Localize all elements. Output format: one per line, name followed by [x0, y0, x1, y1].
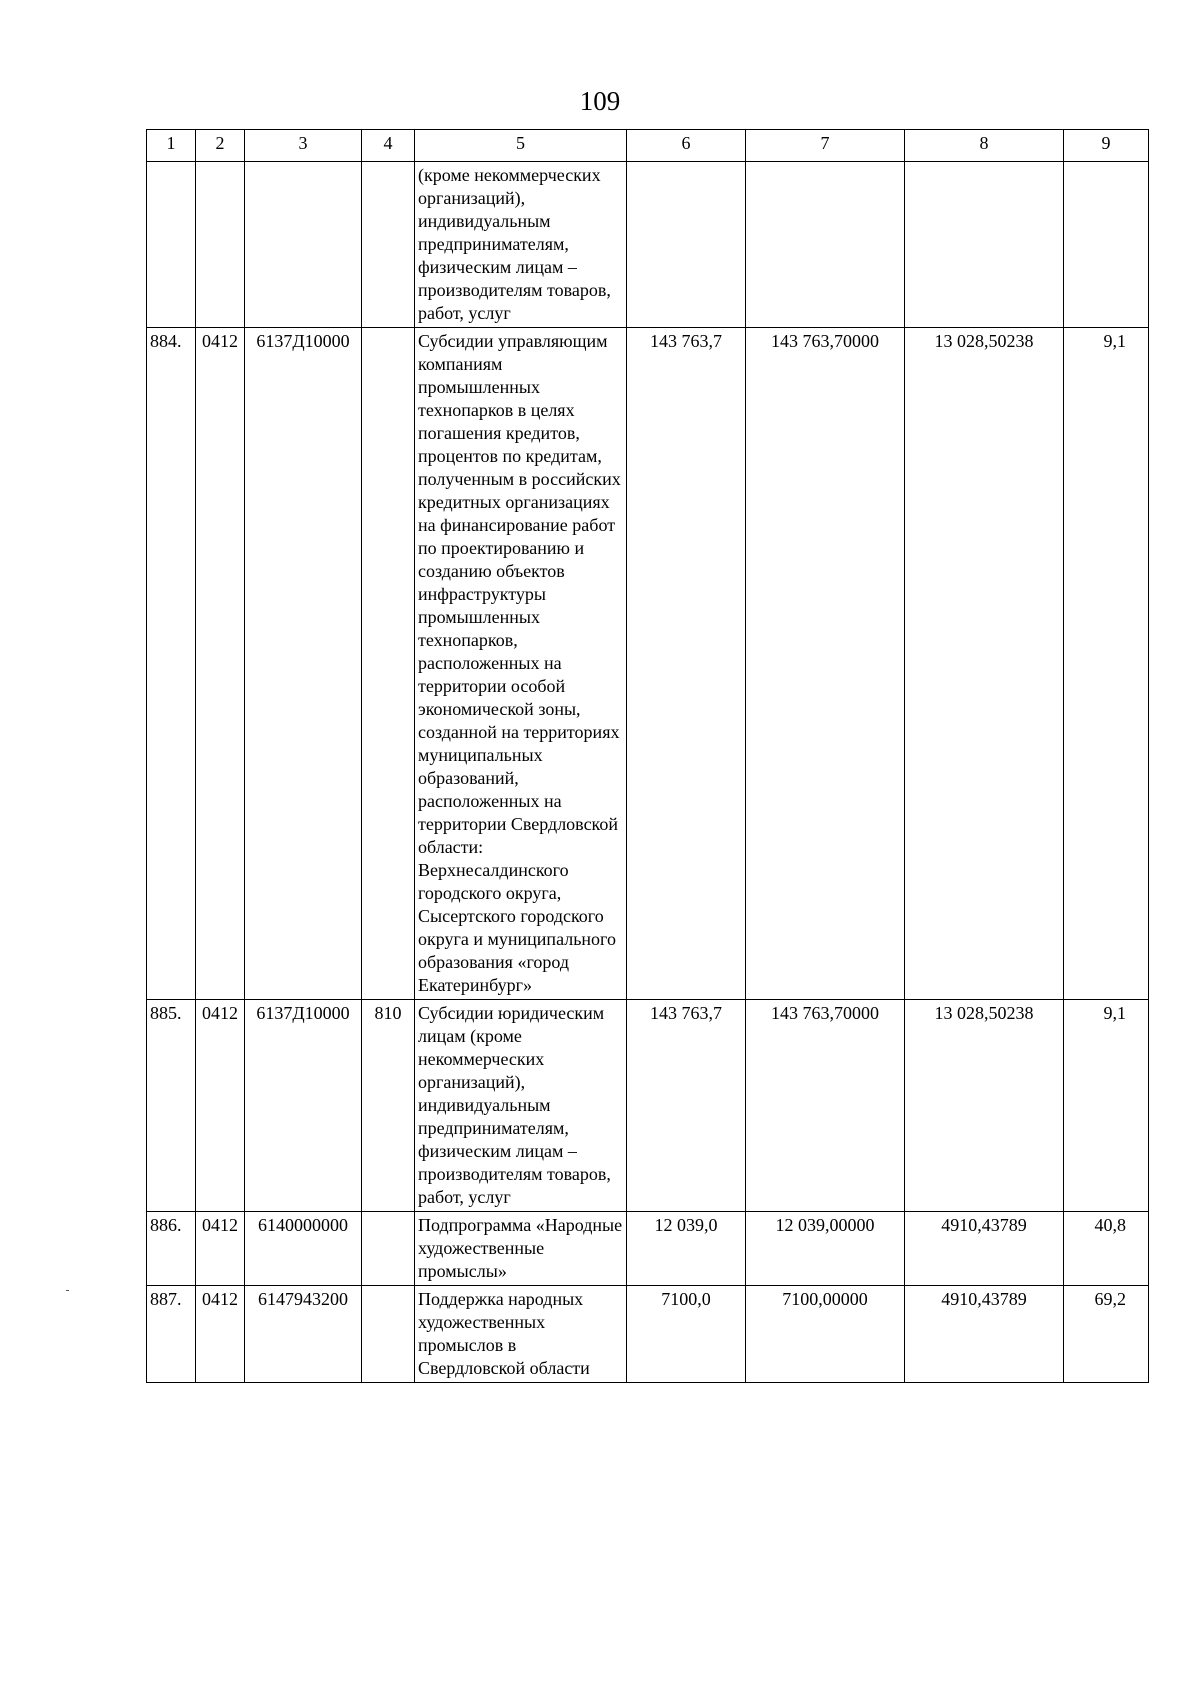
table-row [147, 328, 1149, 1000]
section-code: 0412 [196, 328, 245, 1000]
planned-amount: 7100,0 [627, 1286, 746, 1383]
planned-amount: 143 763,7 [627, 328, 746, 1000]
page-number: 109 [579, 86, 621, 116]
column-header: 2 [196, 130, 245, 162]
table-row [147, 1212, 1149, 1286]
approved-amount: 143 763,70000 [746, 328, 905, 1000]
description: (кроме некоммерческих организаций), индивидуальным предпринимателям, физическим лицам – производителям товаров, работ, услуг [415, 162, 627, 328]
row-number: 887. [147, 1286, 196, 1383]
header-row [147, 130, 1149, 162]
budget-table [146, 129, 1149, 1383]
row-number [147, 162, 196, 328]
executed-amount: 4910,43789 [905, 1212, 1064, 1286]
section-code: 0412 [196, 1212, 245, 1286]
target-code: 6137Д10000 [245, 1000, 362, 1212]
approved-amount: 7100,00000 [746, 1286, 905, 1383]
section-code [196, 162, 245, 328]
row-number: 885. [147, 1000, 196, 1212]
expense-type [362, 1286, 415, 1383]
row-number: 886. [147, 1212, 196, 1286]
executed-amount: 13 028,50238 [905, 328, 1064, 1000]
execution-percent: 69,2 [1064, 1286, 1149, 1383]
target-code: 6137Д10000 [245, 328, 362, 1000]
expense-type [362, 162, 415, 328]
section-code: 0412 [196, 1286, 245, 1383]
description: Поддержка народных художественных промыслов в Свердловской области [415, 1286, 627, 1383]
section-code: 0412 [196, 1000, 245, 1212]
column-header: 1 [147, 130, 196, 162]
table-row [147, 1286, 1149, 1383]
description: Субсидии юридическим лицам (кроме некоммерческих организаций), индивидуальным предпринимателям, физическим лицам – производителям товаров, работ, услуг [415, 1000, 627, 1212]
expense-type: 810 [362, 1000, 415, 1212]
execution-percent: 40,8 [1064, 1212, 1149, 1286]
target-code [245, 162, 362, 328]
executed-amount [905, 162, 1064, 328]
target-code: 6147943200 [245, 1286, 362, 1383]
approved-amount: 143 763,70000 [746, 1000, 905, 1212]
approved-amount [746, 162, 905, 328]
planned-amount: 143 763,7 [627, 1000, 746, 1212]
column-header: 9 [1064, 130, 1149, 162]
executed-amount: 4910,43789 [905, 1286, 1064, 1383]
table-row [147, 162, 1149, 328]
executed-amount: 13 028,50238 [905, 1000, 1064, 1212]
execution-percent: 9,1 [1064, 1000, 1149, 1212]
expense-type [362, 328, 415, 1000]
execution-percent [1064, 162, 1149, 328]
column-header: 4 [362, 130, 415, 162]
column-header: 6 [627, 130, 746, 162]
target-code: 6140000000 [245, 1212, 362, 1286]
row-number: 884. [147, 328, 196, 1000]
expense-type [362, 1212, 415, 1286]
column-header: 3 [245, 130, 362, 162]
execution-percent: 9,1 [1064, 328, 1149, 1000]
table-row [147, 1000, 1149, 1212]
approved-amount: 12 039,00000 [746, 1212, 905, 1286]
margin-mark [66, 1290, 69, 1291]
description: Субсидии управляющим компаниям промышленных технопарков в целях погашения кредитов, процентов по кредитам, полученным в российских кредитных организациях на финансирование работ по проектированию и созданию объектов инфраструктуры промышленных технопарков, расположенных на территории особой экономической зоны, созданной на территориях муниципальных образований, расположенных на территории Свердловской области: Верхнесалдинского городского округа, Сысертского городского округа и муниципального образования «город Екатеринбург» [415, 328, 627, 1000]
column-header: 7 [746, 130, 905, 162]
column-header: 5 [415, 130, 627, 162]
column-header: 8 [905, 130, 1064, 162]
planned-amount [627, 162, 746, 328]
description: Подпрограмма «Народные художественные промыслы» [415, 1212, 627, 1286]
planned-amount: 12 039,0 [627, 1212, 746, 1286]
